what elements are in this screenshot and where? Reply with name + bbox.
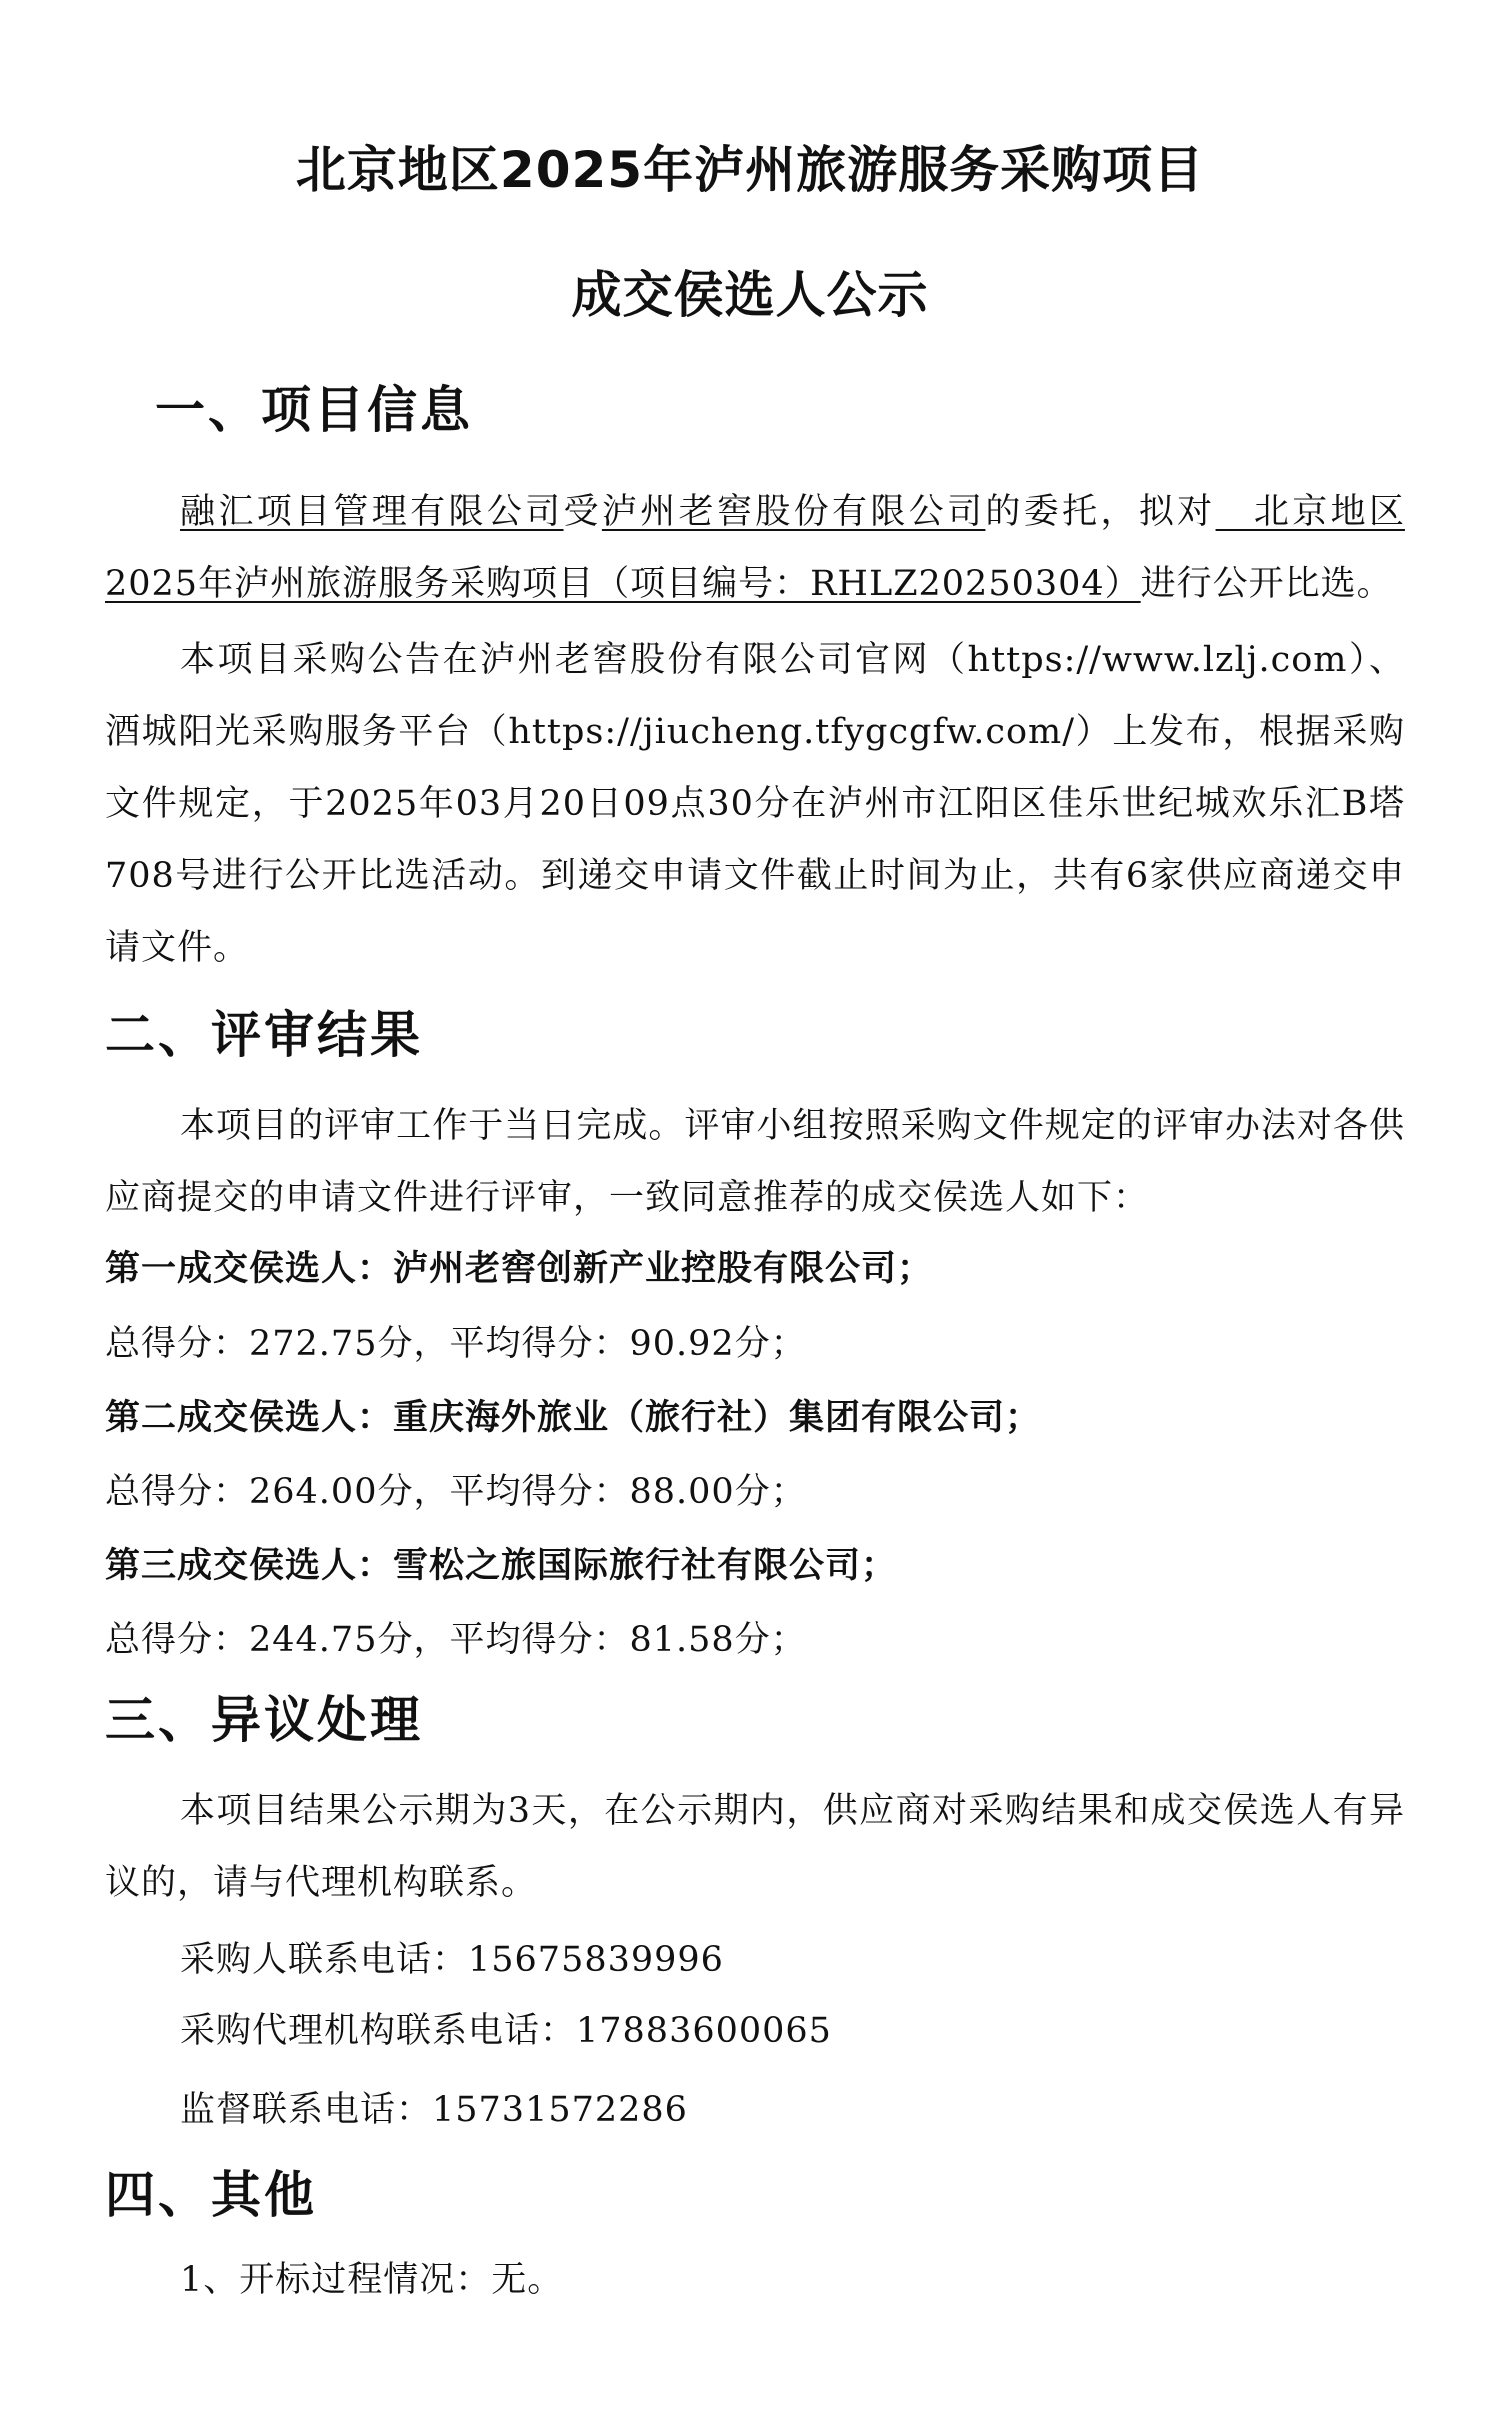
document-subtitle: 成交侯选人公示 [571,266,929,324]
other-item-1: 1、开标过程情况：无。 [180,2260,564,2300]
agency-name: 融汇项目管理有限公司 [180,492,564,532]
agency-phone: 采购代理机构联系电话：17883600065 [180,2011,832,2051]
text-segment: 进行公开比选。 [1140,564,1393,604]
client-name: 泸州老窖股份有限公司 [601,492,986,532]
candidate-1-score: 总得分：272.75分，平均得分：90.92分； [105,1324,807,1364]
section-heading-objections: 三、异议处理 [105,1691,423,1749]
supervision-phone: 监督联系电话：15731572286 [180,2090,688,2130]
section-heading-project-info: 一、项目信息 [155,381,473,439]
candidate-2-score: 总得分：264.00分，平均得分：88.00分； [105,1472,807,1512]
project-info-paragraph [105,476,1405,620]
candidate-2-name: 第二成交侯选人：重庆海外旅业（旅行社）集团有限公司； [105,1398,1042,1438]
text-segment: 受 [563,492,602,532]
candidate-3-score: 总得分：244.75分，平均得分：81.58分； [105,1620,807,1660]
document-title: 北京地区2025年泸州旅游服务采购项目 [295,141,1205,199]
project-name: 北京地区2025年泸州旅游服务采购项目（项目编号：RHLZ20250304） [105,492,1405,604]
section-heading-review-results: 二、评审结果 [105,1006,423,1064]
announcement-paragraph: 本项目采购公告在泸州老窖股份有限公司官网（https://www.lzlj.com）、酒城阳光采购服务平台（https://jiucheng.tfygcgfw.com/）上发布，根据采购文件规定，于2025年03月20日09点30分在泸州市江阳区佳乐世纪城欢乐汇B塔708号进行公开比选活动。到递交申请文件截止时间为止，共有6家供应商递交申请文件。 [105,640,1405,968]
section-heading-other: 四、其他 [105,2166,317,2224]
text-segment: 的委托，拟对 [985,492,1216,532]
purchaser-phone: 采购人联系电话：15675839996 [180,1940,724,1980]
candidate-1-name: 第一成交侯选人：泸州老窖创新产业控股有限公司； [105,1249,934,1289]
candidate-3-name: 第三成交侯选人：雪松之旅国际旅行社有限公司； [105,1546,898,1586]
review-paragraph: 本项目的评审工作于当日完成。评审小组按照采购文件规定的评审办法对各供应商提交的申请文件进行评审，一致同意推荐的成交侯选人如下： [105,1106,1405,1218]
objection-paragraph: 本项目结果公示期为3天，在公示期内，供应商对采购结果和成交侯选人有异议的，请与代理机构联系。 [105,1791,1405,1903]
